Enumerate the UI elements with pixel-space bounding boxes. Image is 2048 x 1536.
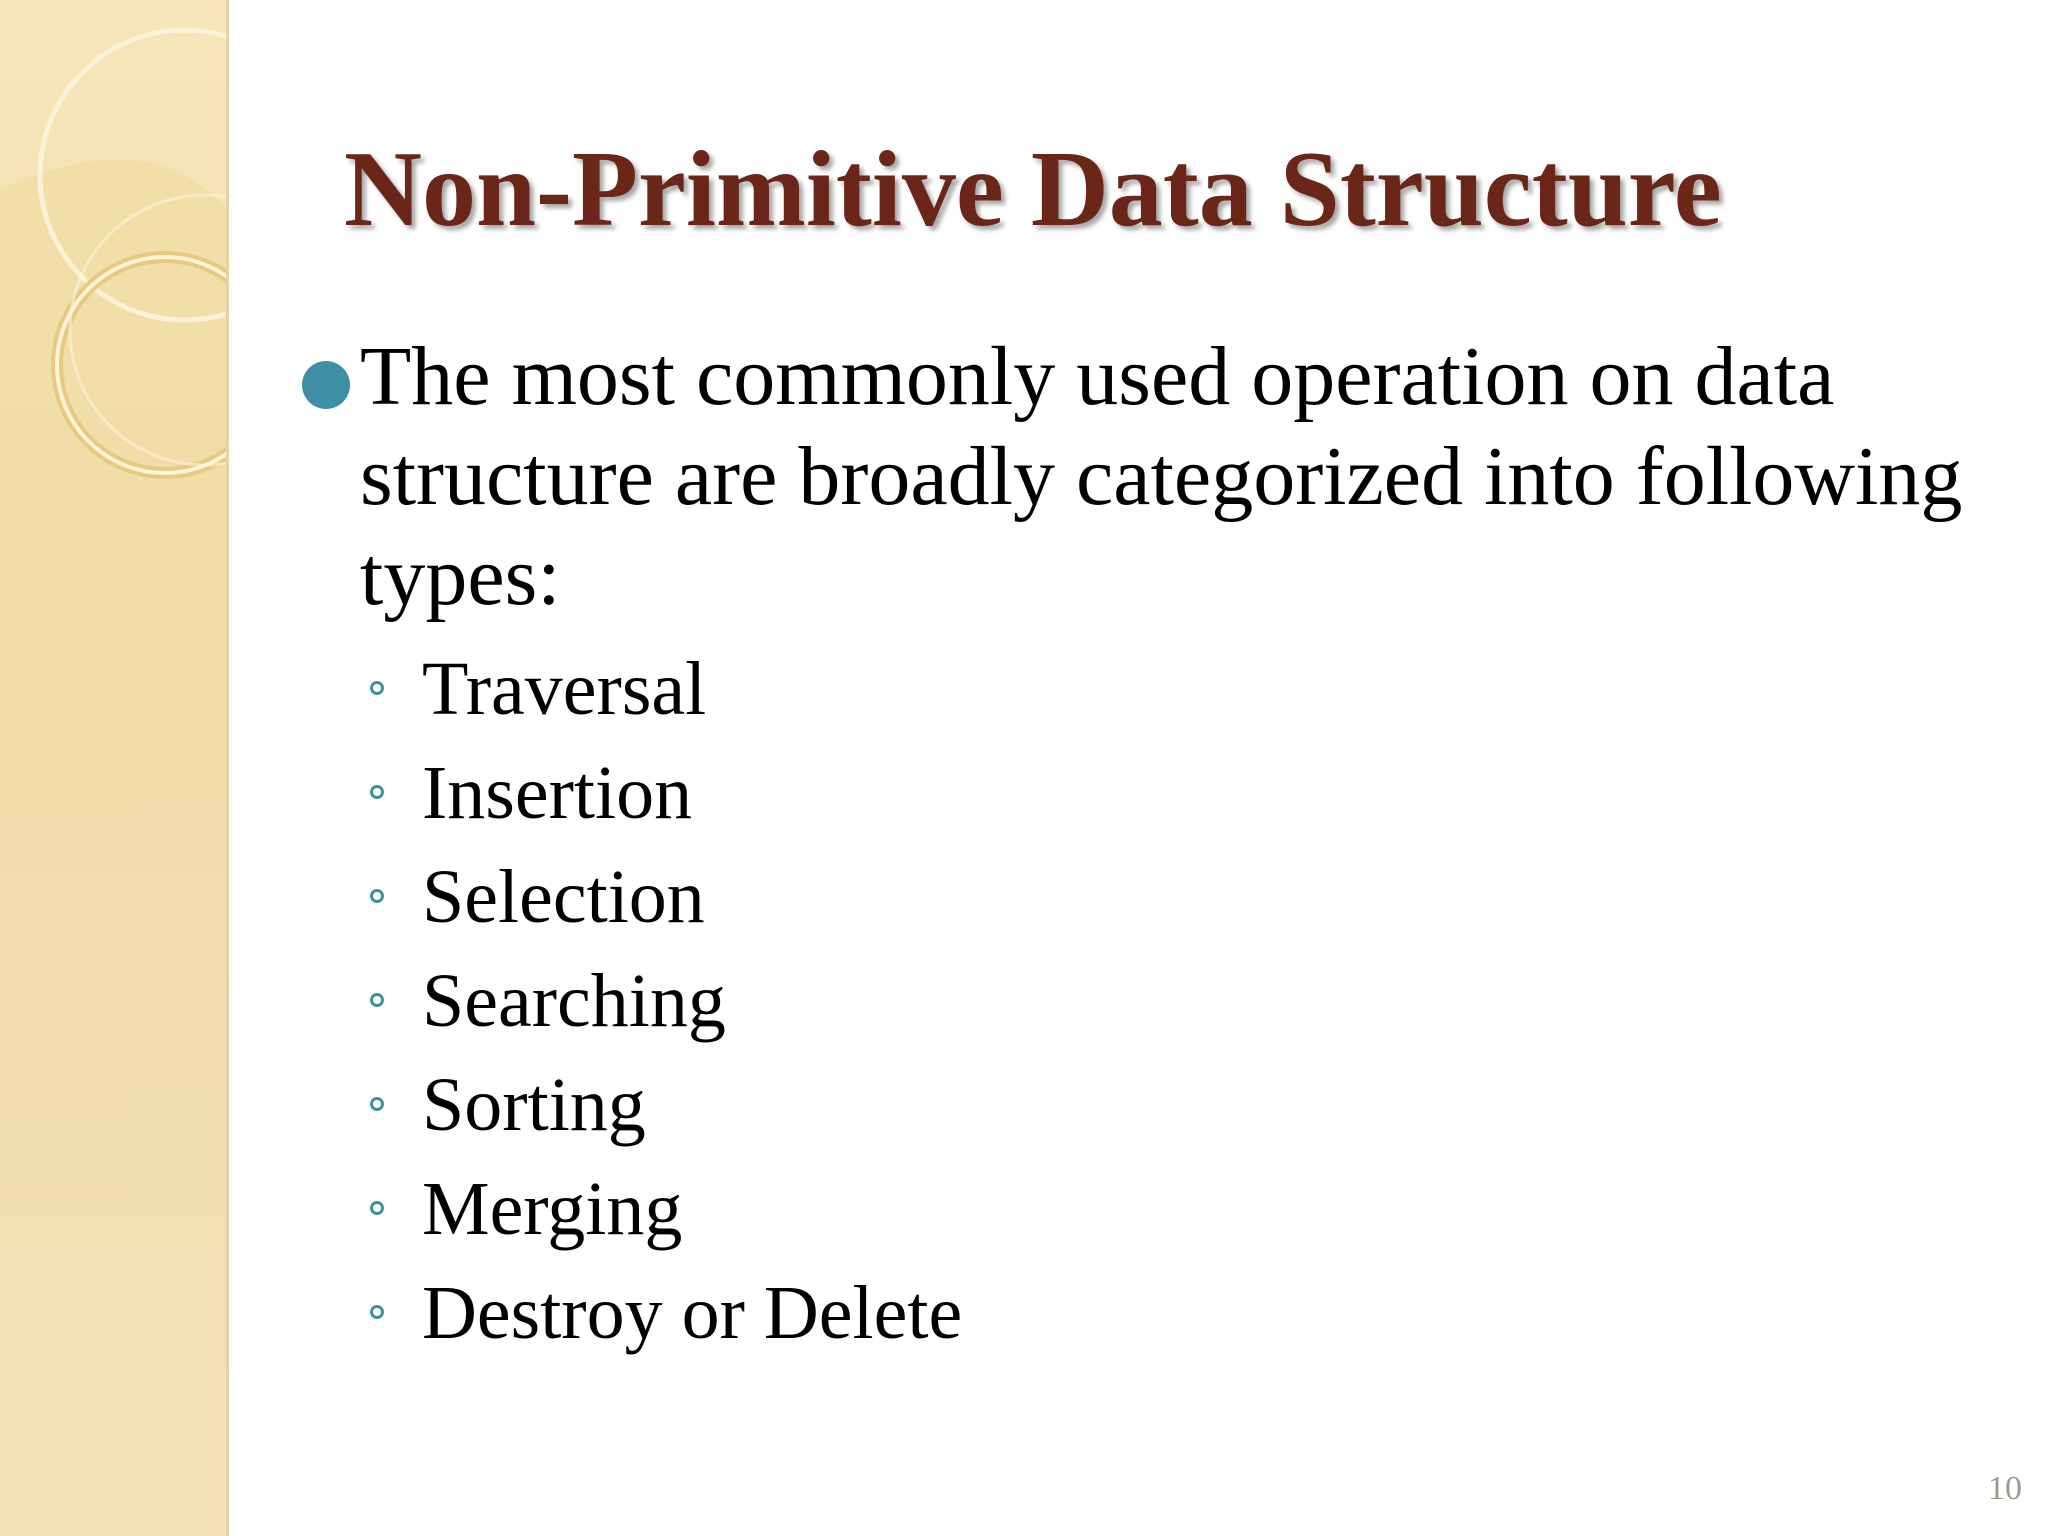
list-item-label: Sorting	[422, 1063, 646, 1147]
list-item-label: Searching	[422, 959, 726, 1043]
hollow-circle-bullet-icon	[370, 1201, 384, 1215]
sidebar-divider	[226, 0, 229, 1536]
ring-ornament-icon	[0, 0, 228, 1536]
list-item-label: Selection	[422, 855, 705, 939]
list-item-label: Merging	[422, 1167, 683, 1251]
hollow-circle-bullet-icon	[370, 681, 384, 695]
slide-number: 10	[1988, 1470, 2022, 1507]
list-item-label: Insertion	[422, 751, 693, 835]
hollow-circle-bullet-icon	[370, 785, 384, 799]
hollow-circle-bullet-icon	[370, 1097, 384, 1111]
decorative-sidebar	[0, 0, 228, 1536]
filled-circle-bullet-icon	[302, 361, 350, 409]
hollow-circle-bullet-icon	[370, 889, 384, 903]
main-bullet-text: The most commonly used operation on data structure are broadly categorized into following types:	[360, 330, 1963, 623]
slide-title: Non-Primitive Data Structure	[344, 130, 1722, 249]
list-item-label: Destroy or Delete	[422, 1271, 963, 1355]
hollow-circle-bullet-icon	[370, 1305, 384, 1319]
list-item-label: Traversal	[422, 647, 707, 731]
hollow-circle-bullet-icon	[370, 993, 384, 1007]
